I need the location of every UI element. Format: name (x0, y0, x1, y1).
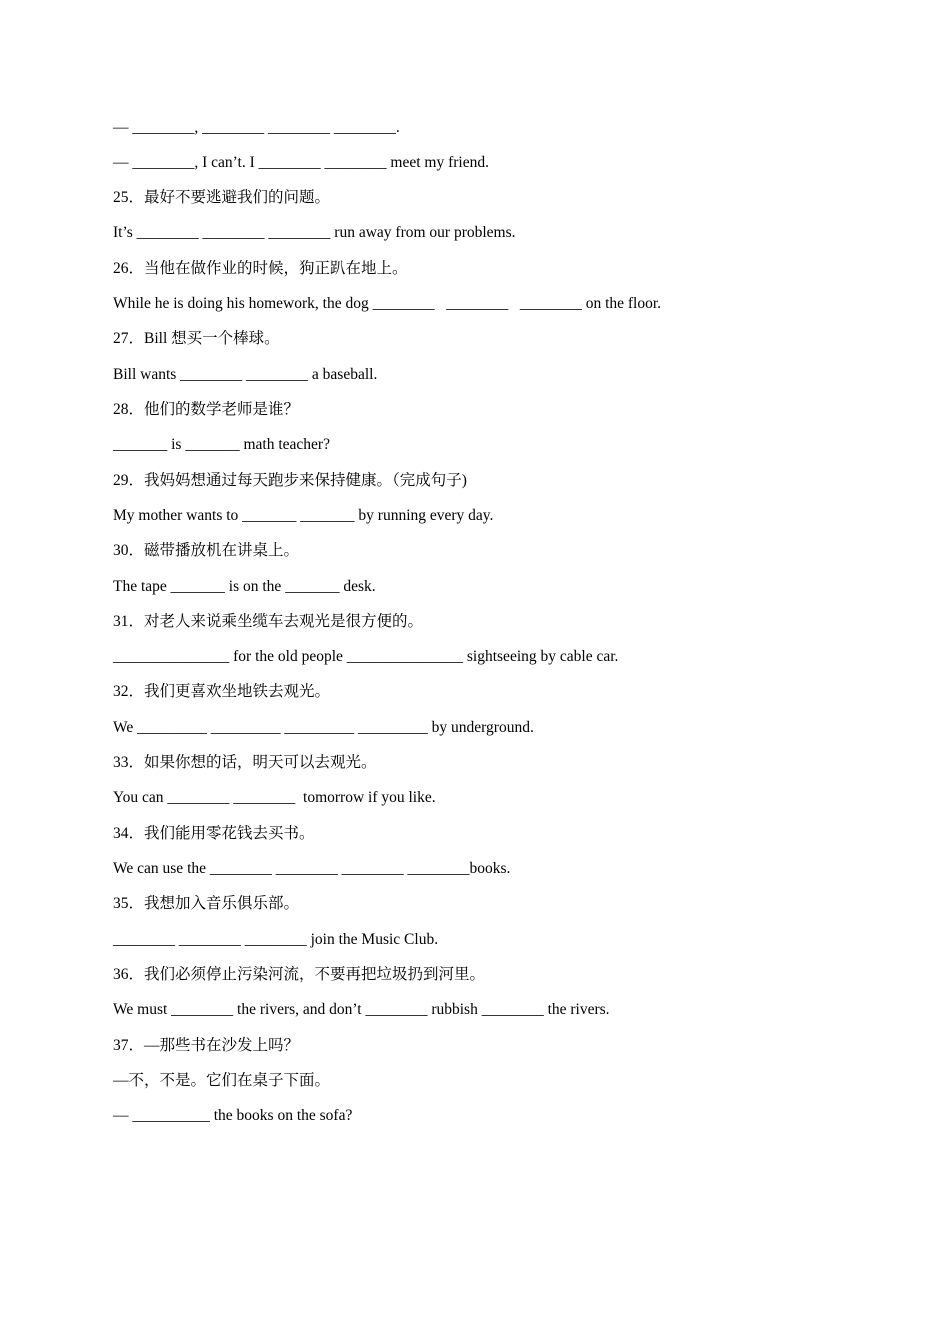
question-26: 26．当他在做作业的时候，狗正趴在地上。 (113, 260, 408, 277)
answer-line-32: We _________ _________ _________ _________ by underground. (113, 719, 534, 736)
question-32: 32．我们更喜欢坐地铁去观光。 (113, 683, 331, 700)
answer-line-31: _______________ for the old people _______________ sightseeing by cable car. (113, 648, 619, 665)
question-25: 25．最好不要逃避我们的问题。 (113, 189, 331, 206)
answer-line-33: You can ________ ________ tomorrow if you like. (113, 789, 436, 806)
question-31: 31．对老人来说乘坐缆车去观光是很方便的。 (113, 613, 424, 630)
question-37-response: —不，不是。它们在桌子下面。 (113, 1072, 331, 1089)
question-27: 27．Bill 想买一个棒球。 (113, 330, 280, 347)
answer-line-37: — __________ the books on the sofa? (113, 1107, 353, 1124)
answer-line-28: _______ is _______ math teacher? (113, 436, 330, 453)
question-35: 35．我想加入音乐俱乐部。 (113, 895, 300, 912)
answer-line-29: My mother wants to _______ _______ by running every day. (113, 507, 494, 524)
answer-line-30: The tape _______ is on the _______ desk. (113, 578, 376, 595)
question-33: 33．如果你想的话，明天可以去观光。 (113, 754, 377, 771)
answer-line-24b: — ________, I can’t. I ________ ________ meet my friend. (113, 154, 489, 171)
answer-line-35: ________ ________ ________ join the Music Club. (113, 931, 439, 948)
answer-line-36: We must ________ the rivers, and don’t ________ rubbish ________ the rivers. (113, 1001, 610, 1018)
question-37: 37．—那些书在沙发上吗？ (113, 1037, 300, 1054)
question-30: 30．磁带播放机在讲桌上。 (113, 542, 300, 559)
question-36: 36．我们必须停止污染河流，不要再把垃圾扔到河里。 (113, 966, 486, 983)
question-34: 34．我们能用零花钱去买书。 (113, 825, 315, 842)
question-28: 28．他们的数学老师是谁？ (113, 401, 300, 418)
answer-line-26: While he is doing his homework, the dog ________ ________ ________ on the floor. (113, 295, 662, 312)
answer-line-34: We can use the ________ ________ ________ ________books. (113, 860, 511, 877)
answer-line-25: It’s ________ ________ ________ run away from our problems. (113, 224, 516, 241)
answer-line-27: Bill wants ________ ________ a baseball. (113, 366, 378, 383)
question-29: 29．我妈妈想通过每天跑步来保持健康。（完成句子) (113, 472, 467, 489)
answer-line-24a: — ________, ________ ________ ________. (113, 119, 400, 136)
